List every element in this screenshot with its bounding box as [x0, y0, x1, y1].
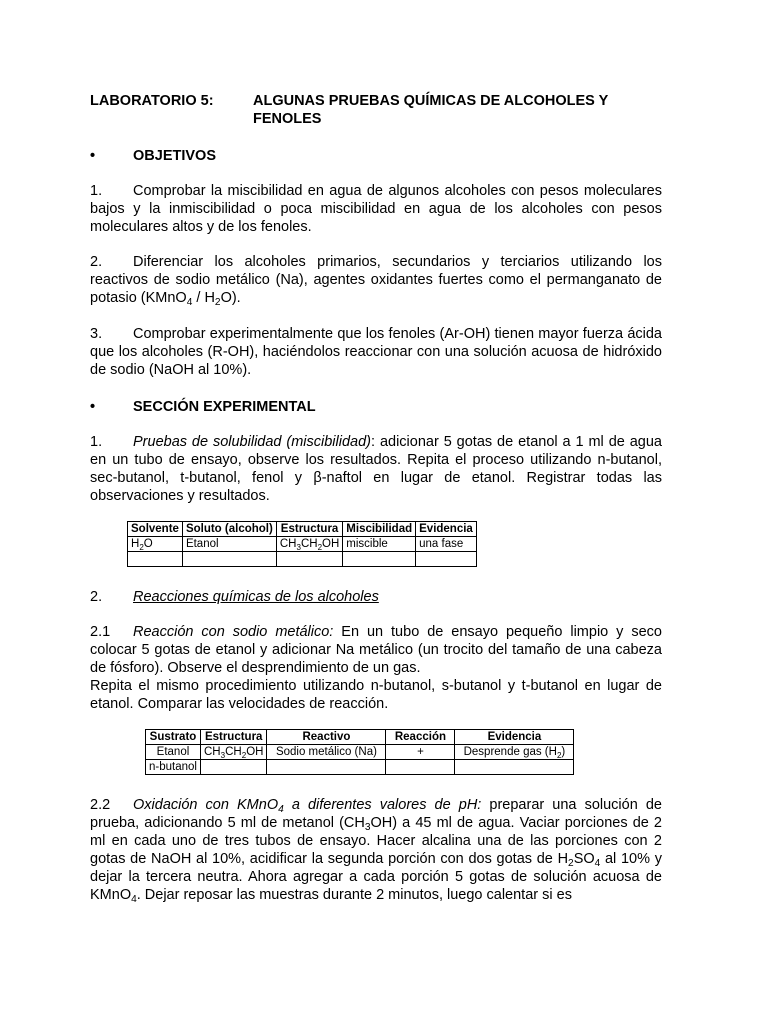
table-cell: $CH_3CH_2OH$	[200, 745, 266, 760]
table-cell	[182, 552, 276, 567]
table-cell: Desprende gas $(H_2)$	[455, 745, 574, 760]
table-cell	[416, 552, 477, 567]
seccion-heading	[90, 398, 662, 416]
table-header: Soluto (alcohol)	[182, 522, 276, 537]
table-cell	[455, 760, 574, 775]
objetivo-1-text: Comprobar la miscibilidad en agua de algunos alcoholes con pesos moleculares bajos y la inmiscibilidad o poca miscibilidad en agua de los alcoholes con pesos moleculares altos y de los fenoles.	[90, 183, 662, 235]
bullet-icon: •	[90, 399, 96, 415]
objetivos-heading-text: OBJETIVOS	[133, 148, 216, 164]
objetivos-heading	[90, 147, 662, 165]
table-cell: miscible	[343, 537, 416, 552]
table-cell: una fase	[416, 537, 477, 552]
objetivo-3-number: 3.	[90, 326, 103, 342]
table-row	[128, 537, 477, 552]
objetivo-1	[90, 182, 662, 236]
table-cell	[276, 552, 342, 567]
tabla-solubilidad	[127, 521, 477, 567]
lab-number: LABORATORIO 5:	[90, 93, 214, 109]
table-cell	[343, 552, 416, 567]
objetivo-2: 2. Diferenciar los alcoholes primarios, secundarios y terciarios utilizando los reactivos de sodio metálico (Na), agentes oxidantes fuertes como el permanganato de potasio (KMnO$_4$ / $H_2O$).	[90, 254, 662, 308]
prueba-solubilidad: 1. Pruebas de solubilidad (miscibilidad): adicionar 5 gotas de etanol a 1 ml de agua en un tubo de ensayo, observe los resultados. Repita el proceso utilizando n-butanol, sec-butanol, t-butanol, fenol y β-naftol en lugar de etanol. Registrar todas las observaciones y resultados.	[90, 434, 662, 504]
table-cell: n-butanol	[146, 760, 201, 775]
table-header: Sustrato	[146, 730, 201, 745]
reacciones-heading: 2. Reacciones químicas de los alcoholes	[90, 589, 379, 605]
reaccion-sodio: 2.1 Reacción con sodio metálico: En un tubo de ensayo pequeño limpio y seco colocar 5 gotas de etanol y adicionar Na metálico (un trocito del tamaño de una cabeza de fósforo). Observe el desprendimiento de un gas.	[90, 624, 662, 676]
table-header-row	[146, 730, 574, 745]
lab-title: ALGUNAS PRUEBAS QUÍMICAS DE ALCOHOLES Y FENOLES	[253, 93, 609, 127]
table-header: Estructura	[276, 522, 342, 537]
table-header: Evidencia	[416, 522, 477, 537]
reacciones-title: Reacciones químicas de los alcoholes	[133, 589, 379, 605]
table-cell	[267, 760, 386, 775]
prueba-solubilidad-title: Pruebas de solubilidad (miscibilidad)	[133, 434, 371, 450]
table-cell	[128, 552, 183, 567]
table-cell: Etanol	[146, 745, 201, 760]
table-cell: $H_2O$	[128, 537, 183, 552]
table-cell: $CH_3CH_2OH$	[276, 537, 342, 552]
objetivo-1-number: 1.	[90, 183, 103, 199]
objetivo-2-number: 2.	[90, 254, 103, 270]
table-cell: Etanol	[182, 537, 276, 552]
table-cell: Sodio metálico (Na)	[267, 745, 386, 760]
objetivo-3	[90, 325, 662, 379]
oxidacion-kmno4: 2.2 Oxidación con KMnO$_4$ a diferentes valores de pH: preparar una solución de prueba, adicionando 5 ml de metanol $(CH_3OH)$ a 45 ml de agua. Vaciar porciones de 2 ml en cada uno de tres tubos de ensayo. Hacer alcalina una de las porciones con 2 gotas de NaOH al 10%, acidificar la segunda porción con dos gotas de $H_2SO_4$ al 10% y dejar la tercera neutra. Ahora agregar a cada porción 5 gotas de solución acuosa de KMnO$_4$. Dejar reposar las muestras durante 2 minutos, luego calentar si es	[90, 797, 662, 905]
reaccion-sodio-repeat: Repita el mismo procedimiento utilizando n-butanol, s-butanol y t-butanol en lugar de etanol. Comparar las velocidades de reacción.	[90, 678, 662, 712]
table-cell	[386, 760, 455, 775]
table-header: Miscibilidad	[343, 522, 416, 537]
bullet-icon: •	[90, 148, 96, 164]
table-header: Solvente	[128, 522, 183, 537]
table-row	[146, 745, 574, 760]
table-row	[146, 760, 574, 775]
table-header-row	[128, 522, 477, 537]
tabla-sodio	[145, 729, 574, 775]
table-cell: +	[386, 745, 455, 760]
oxidacion-title: Oxidación con KMnO$_4$ a diferentes valores de pH:	[133, 797, 482, 815]
table-header: Estructura	[200, 730, 266, 745]
table-header: Reacción	[386, 730, 455, 745]
table-row	[128, 552, 477, 567]
table-header: Reactivo	[267, 730, 386, 745]
prueba-solubilidad-text: : adicionar 5 gotas de etanol a 1 ml de agua en un tubo de ensayo, observe los resultados. Repita el proceso utilizando n-butanol, sec-butanol, t-butanol, fenol y β-naftol en lugar de etanol. Registrar todas las observaciones y resultados.	[90, 434, 662, 504]
seccion-heading-text: SECCIÓN EXPERIMENTAL	[133, 399, 316, 415]
table-cell	[200, 760, 266, 775]
table-header: Evidencia	[455, 730, 574, 745]
reaccion-sodio-title: Reacción con sodio metálico:	[133, 624, 334, 640]
objetivo-3-text: Comprobar experimentalmente que los fenoles (Ar-OH) tienen mayor fuerza ácida que los alcoholes (R-OH), haciéndolos reaccionar con una solución acuosa de hidróxido de sodio (NaOH al 10%).	[90, 326, 662, 378]
